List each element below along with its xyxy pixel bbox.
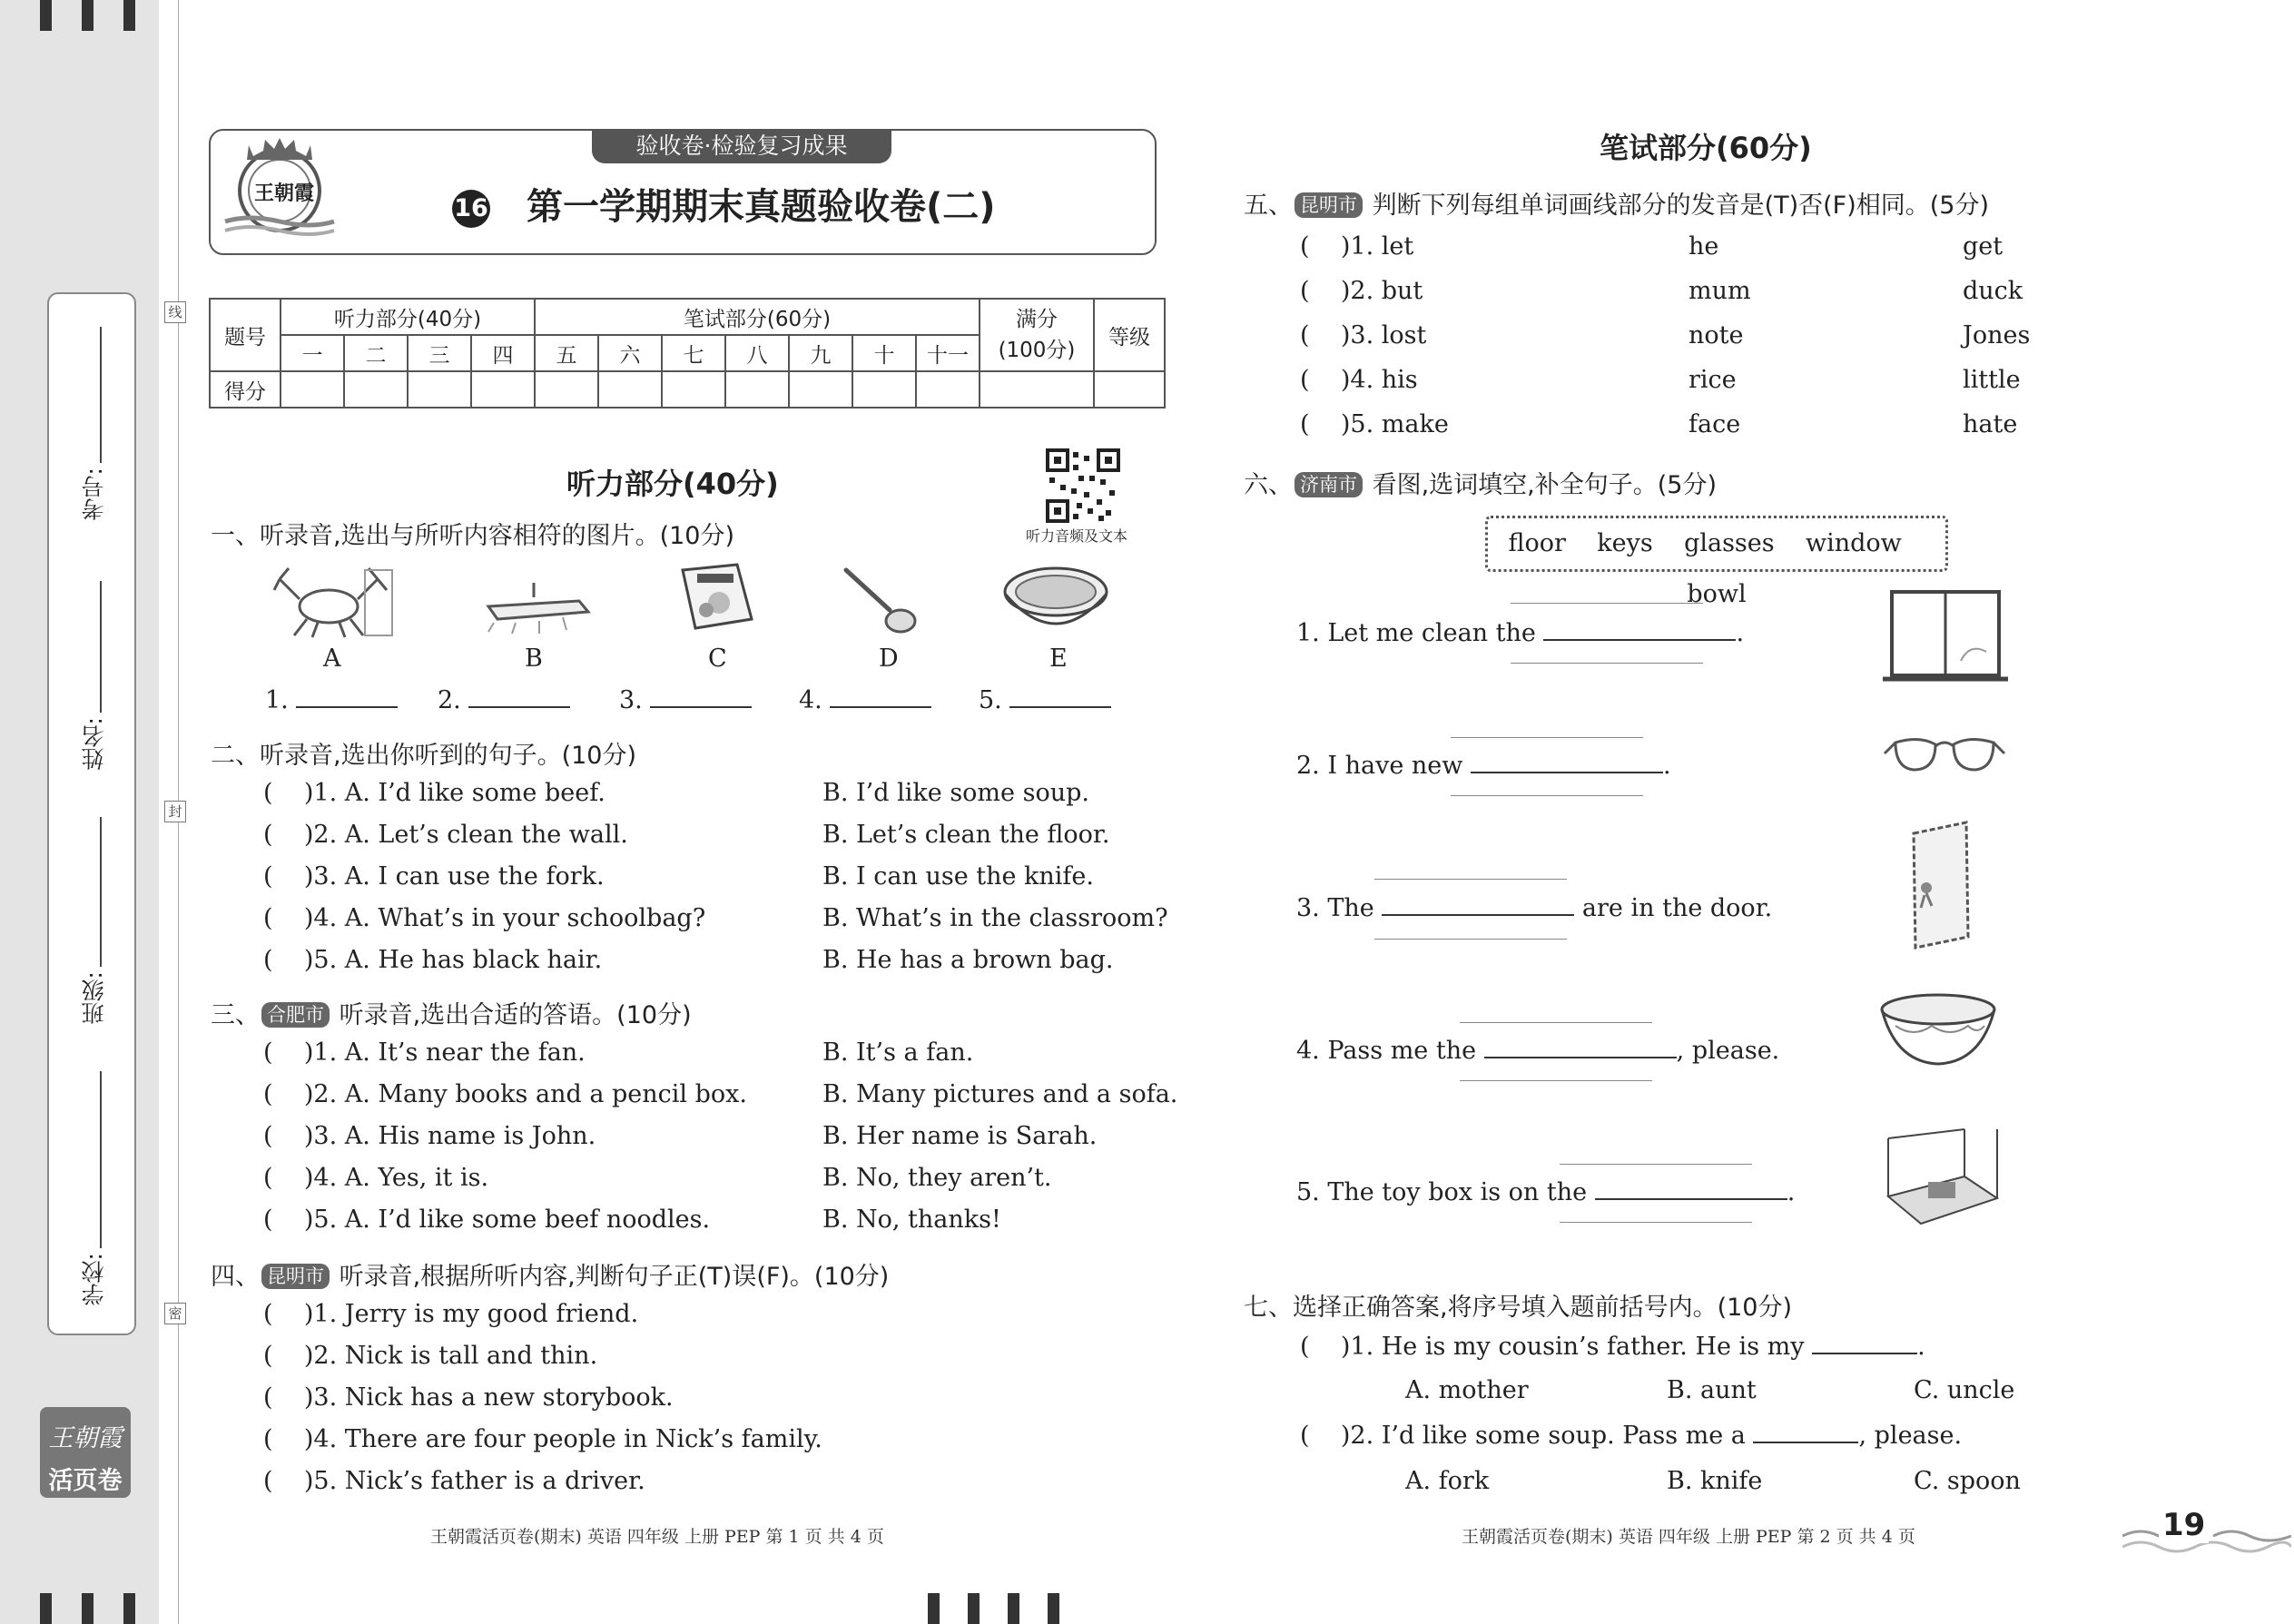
word-bank-item: bowl	[1687, 580, 1747, 608]
four-line-blank[interactable]	[1484, 1037, 1677, 1058]
door-keys-icon	[1905, 819, 1974, 951]
q7-stem-end: , please.	[1858, 1422, 1963, 1450]
brand-subtitle: 活页卷	[48, 1467, 123, 1495]
picture-letter: C	[708, 645, 727, 673]
q5-word-2: face	[1689, 410, 1741, 438]
q2-option-a: )2. A. Let’s clean the wall.	[303, 821, 628, 849]
score-cell[interactable]	[916, 371, 980, 408]
col-header: 六	[598, 335, 662, 371]
q3-option-b: B. Her name is Sarah.	[822, 1122, 1098, 1150]
seal-mark-secret: 密	[164, 1303, 186, 1324]
q7-option-c: C. spoon	[1914, 1467, 2021, 1495]
full-score-cell	[980, 299, 1094, 371]
col-header: 十一	[916, 335, 980, 371]
q7-stem: )2. I’d like some soup. Pass me a	[1340, 1422, 1746, 1450]
seal-mark-seal: 封	[164, 801, 186, 822]
seal-mark-line: 线	[164, 301, 186, 323]
q5-word-1: )5. make	[1340, 410, 1449, 438]
header-tag: 验收卷·检验复习成果	[592, 129, 891, 163]
glasses-icon	[1883, 726, 2006, 781]
qr-caption: 听力音频及文本	[1026, 527, 1128, 545]
spoon-icon	[841, 566, 921, 637]
q4-heading	[211, 1256, 889, 1292]
answer-blank[interactable]	[1009, 686, 1111, 708]
score-cell[interactable]	[471, 371, 535, 408]
col-header: 四	[471, 335, 535, 371]
score-cell[interactable]	[852, 371, 916, 408]
word-bank-item: window	[1805, 529, 1902, 557]
q4-text: 听录音,根据所听内容,判断句子正(T)误(F)。(10分)	[339, 1263, 890, 1291]
q7-item: ( )2. I’d like some soup. Pass me a , please.	[1300, 1422, 1963, 1450]
q3-item: ( )3. A. His name is John.	[263, 1122, 596, 1150]
q7-stem: )1. He is my cousin’s father. He is my	[1340, 1333, 1805, 1361]
q3-option-b: B. Many pictures and a sofa.	[822, 1080, 1178, 1108]
full-score-label: 满分	[1016, 308, 1058, 331]
q6-text-before: 5. The toy box is on the	[1296, 1178, 1588, 1206]
q6-text-before: 2. I have new	[1296, 752, 1463, 780]
q7-option-c: C. uncle	[1914, 1376, 2015, 1404]
q1-heading: 一、听录音,选出与所听内容相符的图片。(10分)	[211, 522, 735, 550]
q1-answer-2	[438, 686, 570, 714]
q2-option-b: B. I’d like some soup.	[822, 779, 1089, 807]
guide-line	[1511, 603, 1703, 604]
q1-answer-5	[979, 686, 1111, 714]
q5-word-1: )4. his	[1340, 366, 1418, 394]
q7-heading: 七、选择正确答案,将序号填入题前括号内。(10分)	[1244, 1294, 1793, 1322]
picture-letter: B	[525, 645, 543, 673]
q2-option-a: )5. A. He has black hair.	[303, 946, 603, 974]
floor-toybox-icon	[1885, 1126, 2001, 1227]
answer-number: 4.	[799, 686, 822, 714]
q4-item: ( )2. Nick is tall and thin.	[263, 1342, 598, 1370]
score-cell[interactable]	[725, 371, 789, 408]
bowl-icon	[1877, 989, 1999, 1071]
col-header: 九	[789, 335, 852, 371]
city-badge: 昆明市	[1295, 192, 1363, 218]
q2-item: ( )3. A. I can use the fork.	[263, 862, 605, 891]
q2-item: ( )2. A. Let’s clean the wall.	[263, 821, 628, 849]
title-text: 第一学期期末真题验收卷(二)	[527, 186, 996, 228]
answer-blank[interactable]	[830, 686, 931, 708]
label-school: 学校:	[81, 1253, 107, 1306]
q5-word-3: little	[1963, 366, 2021, 394]
q2-option-b: B. What’s in the classroom?	[822, 904, 1168, 932]
four-line-blank[interactable]	[1471, 752, 1663, 773]
q5-row: ( )2. but	[1300, 277, 1423, 305]
guide-line	[1374, 939, 1567, 940]
q6-text-before: 4. Pass me the	[1296, 1037, 1477, 1065]
q6-text-after: .	[1787, 1178, 1796, 1206]
footer-left: 王朝霞活页卷(期末) 英语 四年级 上册 PEP 第 1 页 共 4 页	[430, 1527, 884, 1547]
q4-item: ( )3. Nick has a new storybook.	[263, 1383, 674, 1412]
guide-line	[1460, 1022, 1652, 1023]
qr-code[interactable]	[1046, 448, 1120, 523]
footer-right: 王朝霞活页卷(期末) 英语 四年级 上册 PEP 第 2 页 共 4 页	[1462, 1527, 1915, 1547]
q6-item	[1296, 619, 1744, 647]
page-number: 19	[2159, 1507, 2209, 1543]
margin-tick	[82, 1593, 94, 1624]
q6-text-after: are in the door.	[1581, 894, 1773, 922]
picture-letter: A	[323, 645, 341, 673]
q4-statement: )4. There are four people in Nick’s family.	[303, 1425, 822, 1453]
picture-letter: D	[879, 645, 899, 673]
q6-item	[1296, 1178, 1795, 1206]
q5-word-2: note	[1689, 321, 1744, 349]
q2-option-a: )1. A. I’d like some beef.	[303, 779, 605, 807]
q6-text-after: .	[1662, 752, 1671, 780]
q4-item: ( )4. There are four people in Nick’s family.	[263, 1425, 822, 1453]
page-title	[452, 178, 996, 230]
q3-prefix: 三、	[211, 1001, 260, 1029]
label-name: 姓名:	[81, 717, 107, 771]
q1-answer-3	[619, 686, 752, 714]
q1-answer-1	[265, 686, 398, 714]
listening-header: 听力部分(40分)	[281, 299, 535, 335]
q5-row: ( )4. his	[1300, 366, 1418, 394]
full-score-value: (100分)	[998, 339, 1076, 362]
q5-row: ( )3. lost	[1300, 321, 1427, 349]
q3-option-b: B. No, thanks!	[822, 1206, 1001, 1234]
q6-item	[1296, 1037, 1779, 1065]
q6-text-before: 3. The	[1296, 894, 1374, 922]
q3-item: ( )4. A. Yes, it is.	[263, 1164, 489, 1192]
label-exam-number: 考号:	[81, 468, 107, 521]
school-field[interactable]	[100, 1071, 102, 1248]
score-cell[interactable]	[535, 371, 598, 408]
four-line-blank[interactable]	[1595, 1178, 1787, 1200]
crab-icon	[272, 563, 395, 640]
q2-option-b: B. He has a brown bag.	[822, 946, 1114, 974]
score-cell[interactable]	[789, 371, 852, 408]
q7-item: ( )1. He is my cousin’s father. He is my .	[1300, 1333, 1925, 1361]
q6-prefix: 六、	[1244, 471, 1293, 499]
score-row-label: 题号	[210, 299, 281, 371]
word-bank-item: glasses	[1684, 529, 1775, 557]
q5-word-1: )3. lost	[1340, 321, 1427, 349]
storybook-icon	[674, 563, 757, 634]
q5-word-1: )2. but	[1340, 277, 1423, 305]
brand-logo	[40, 1407, 131, 1498]
four-line-blank[interactable]	[1543, 619, 1736, 641]
q4-item: ( )5. Nick’s father is a driver.	[263, 1467, 645, 1495]
name-field[interactable]	[100, 581, 102, 713]
score-cell[interactable]	[662, 371, 725, 408]
q5-word-2: rice	[1689, 366, 1737, 394]
score-cell[interactable]	[344, 371, 408, 408]
answer-number: 2.	[438, 686, 461, 714]
word-bank-item: keys	[1597, 529, 1653, 557]
margin-tick	[40, 0, 52, 31]
col-header: 三	[408, 335, 471, 371]
col-header: 八	[725, 335, 789, 371]
four-line-blank[interactable]	[1382, 894, 1574, 916]
ceiling-light-icon	[476, 581, 592, 635]
q3-option-b: B. It’s a fan.	[822, 1038, 974, 1067]
q7-stem-end: .	[1917, 1333, 1925, 1361]
margin-tick	[123, 1593, 135, 1624]
q2-item: ( )1. A. I’d like some beef.	[263, 779, 605, 807]
soup-bowl-icon	[1000, 563, 1111, 637]
q2-option-a: )3. A. I can use the fork.	[303, 862, 605, 891]
q5-word-2: he	[1689, 232, 1719, 261]
guide-line	[1460, 1080, 1652, 1081]
q7-option-a: A. mother	[1405, 1376, 1529, 1404]
q5-word-3: hate	[1963, 410, 2018, 438]
q6-heading	[1244, 465, 1717, 500]
paper-number-badge: 16	[452, 190, 490, 228]
q5-row: ( )5. make	[1300, 410, 1449, 438]
margin-tick	[1048, 1593, 1059, 1624]
margin-tick	[968, 1593, 980, 1624]
city-badge: 济南市	[1295, 472, 1363, 497]
answer-number: 1.	[265, 686, 289, 714]
q1-answer-4	[799, 686, 931, 714]
q2-option-a: )4. A. What’s in your schoolbag?	[303, 904, 706, 932]
answer-blank[interactable]	[1812, 1333, 1917, 1354]
q2-heading: 二、听录音,选出你听到的句子。(10分)	[211, 742, 637, 770]
city-badge: 昆明市	[261, 1264, 330, 1289]
label-class: 班级:	[81, 971, 107, 1025]
listening-title: 听力部分(40分)	[566, 467, 779, 501]
margin-tick	[123, 0, 135, 31]
q5-word-3: Jones	[1963, 321, 2031, 349]
col-header: 二	[344, 335, 408, 371]
q7-option-a: A. fork	[1405, 1467, 1490, 1495]
q4-statement: )1. Jerry is my good friend.	[303, 1300, 639, 1328]
city-badge: 合肥市	[261, 1002, 330, 1028]
q3-text: 听录音,选出合适的答语。(10分)	[339, 1001, 692, 1029]
q6-item	[1296, 752, 1671, 780]
q7-option-b: B. knife	[1667, 1467, 1763, 1495]
answer-blank[interactable]	[468, 686, 570, 708]
word-bank-item: floor	[1508, 529, 1566, 557]
score-row-label: 得分	[210, 371, 281, 408]
q3-item: ( )5. A. I’d like some beef noodles.	[263, 1206, 711, 1234]
q2-item: ( )4. A. What’s in your schoolbag?	[263, 904, 706, 932]
grade-header: 等级	[1094, 299, 1165, 371]
score-cell[interactable]	[598, 371, 662, 408]
guide-line	[1451, 737, 1643, 738]
q5-word-3: duck	[1963, 277, 2023, 305]
q4-statement: )3. Nick has a new storybook.	[303, 1383, 674, 1412]
q3-option-a: )4. A. Yes, it is.	[303, 1164, 489, 1192]
q5-word-2: mum	[1689, 277, 1751, 305]
answer-blank[interactable]	[296, 686, 398, 708]
q6-item	[1296, 894, 1772, 922]
margin-tick	[928, 1593, 940, 1624]
writing-title: 笔试部分(60分)	[1600, 131, 1812, 165]
picture-letter: E	[1049, 645, 1068, 673]
q3-option-a: )2. A. Many books and a pencil box.	[303, 1080, 747, 1108]
writing-header: 笔试部分(60分)	[535, 299, 980, 335]
guide-line	[1511, 663, 1703, 664]
q5-word-3: get	[1963, 232, 2004, 261]
score-cell[interactable]	[281, 371, 344, 408]
answer-number: 5.	[979, 686, 1002, 714]
q3-item: ( )2. A. Many books and a pencil box.	[263, 1080, 747, 1108]
guide-line	[1560, 1222, 1752, 1223]
margin-tick	[1008, 1593, 1019, 1624]
guide-line	[1374, 879, 1567, 880]
q6-text-before: 1. Let me clean the	[1296, 619, 1536, 647]
q3-heading	[211, 995, 692, 1030]
q5-row: ( )1. let	[1300, 232, 1414, 261]
word-bank	[1485, 516, 1948, 608]
q3-option-a: )1. A. It’s near the fan.	[303, 1038, 586, 1067]
seal-text: 王朝霞	[254, 182, 315, 205]
q7-option-b: B. aunt	[1667, 1376, 1757, 1404]
col-header: 七	[662, 335, 725, 371]
answer-blank[interactable]	[650, 686, 752, 708]
guide-line	[1451, 795, 1643, 796]
margin-tick	[82, 0, 94, 31]
q5-prefix: 五、	[1244, 192, 1293, 220]
q6-text: 看图,选词填空,补全句子。(5分)	[1372, 471, 1718, 499]
score-cell[interactable]	[1094, 371, 1165, 408]
margin-tick	[40, 1593, 52, 1624]
q3-item: ( )1. A. It’s near the fan.	[263, 1038, 586, 1067]
q5-heading	[1244, 185, 1989, 221]
answer-blank[interactable]	[1753, 1422, 1858, 1443]
q5-text: 判断下列每组单词画线部分的发音是(T)否(F)相同。(5分)	[1372, 192, 1989, 220]
score-cell[interactable]	[980, 371, 1094, 408]
q2-option-b: B. Let’s clean the floor.	[822, 821, 1110, 849]
exam-number-field[interactable]	[100, 327, 102, 463]
school-seal-logo	[222, 134, 338, 245]
q2-item: ( )5. A. He has black hair.	[263, 946, 603, 974]
brand-name: 王朝霞	[48, 1424, 123, 1452]
window-icon	[1879, 588, 2012, 684]
q5-word-1: )1. let	[1340, 232, 1414, 261]
col-header: 十	[852, 335, 916, 371]
q2-option-b: B. I can use the knife.	[822, 862, 1094, 891]
student-info-box	[47, 292, 136, 1335]
answer-number: 3.	[619, 686, 643, 714]
q3-option-a: )3. A. His name is John.	[303, 1122, 596, 1150]
col-header: 五	[535, 335, 598, 371]
q4-statement: )5. Nick’s father is a driver.	[303, 1467, 645, 1495]
class-field[interactable]	[100, 817, 102, 967]
q4-statement: )2. Nick is tall and thin.	[303, 1342, 598, 1370]
col-header: 一	[281, 335, 344, 371]
q6-text-after: .	[1736, 619, 1745, 647]
score-table	[209, 298, 1166, 408]
q3-option-b: B. No, they aren’t.	[822, 1164, 1052, 1192]
q6-text-after: , please.	[1676, 1037, 1780, 1065]
score-cell[interactable]	[408, 371, 471, 408]
q3-option-a: )5. A. I’d like some beef noodles.	[303, 1206, 711, 1234]
q4-item: ( )1. Jerry is my good friend.	[263, 1300, 639, 1328]
guide-line	[1560, 1164, 1752, 1165]
q4-prefix: 四、	[211, 1263, 260, 1291]
